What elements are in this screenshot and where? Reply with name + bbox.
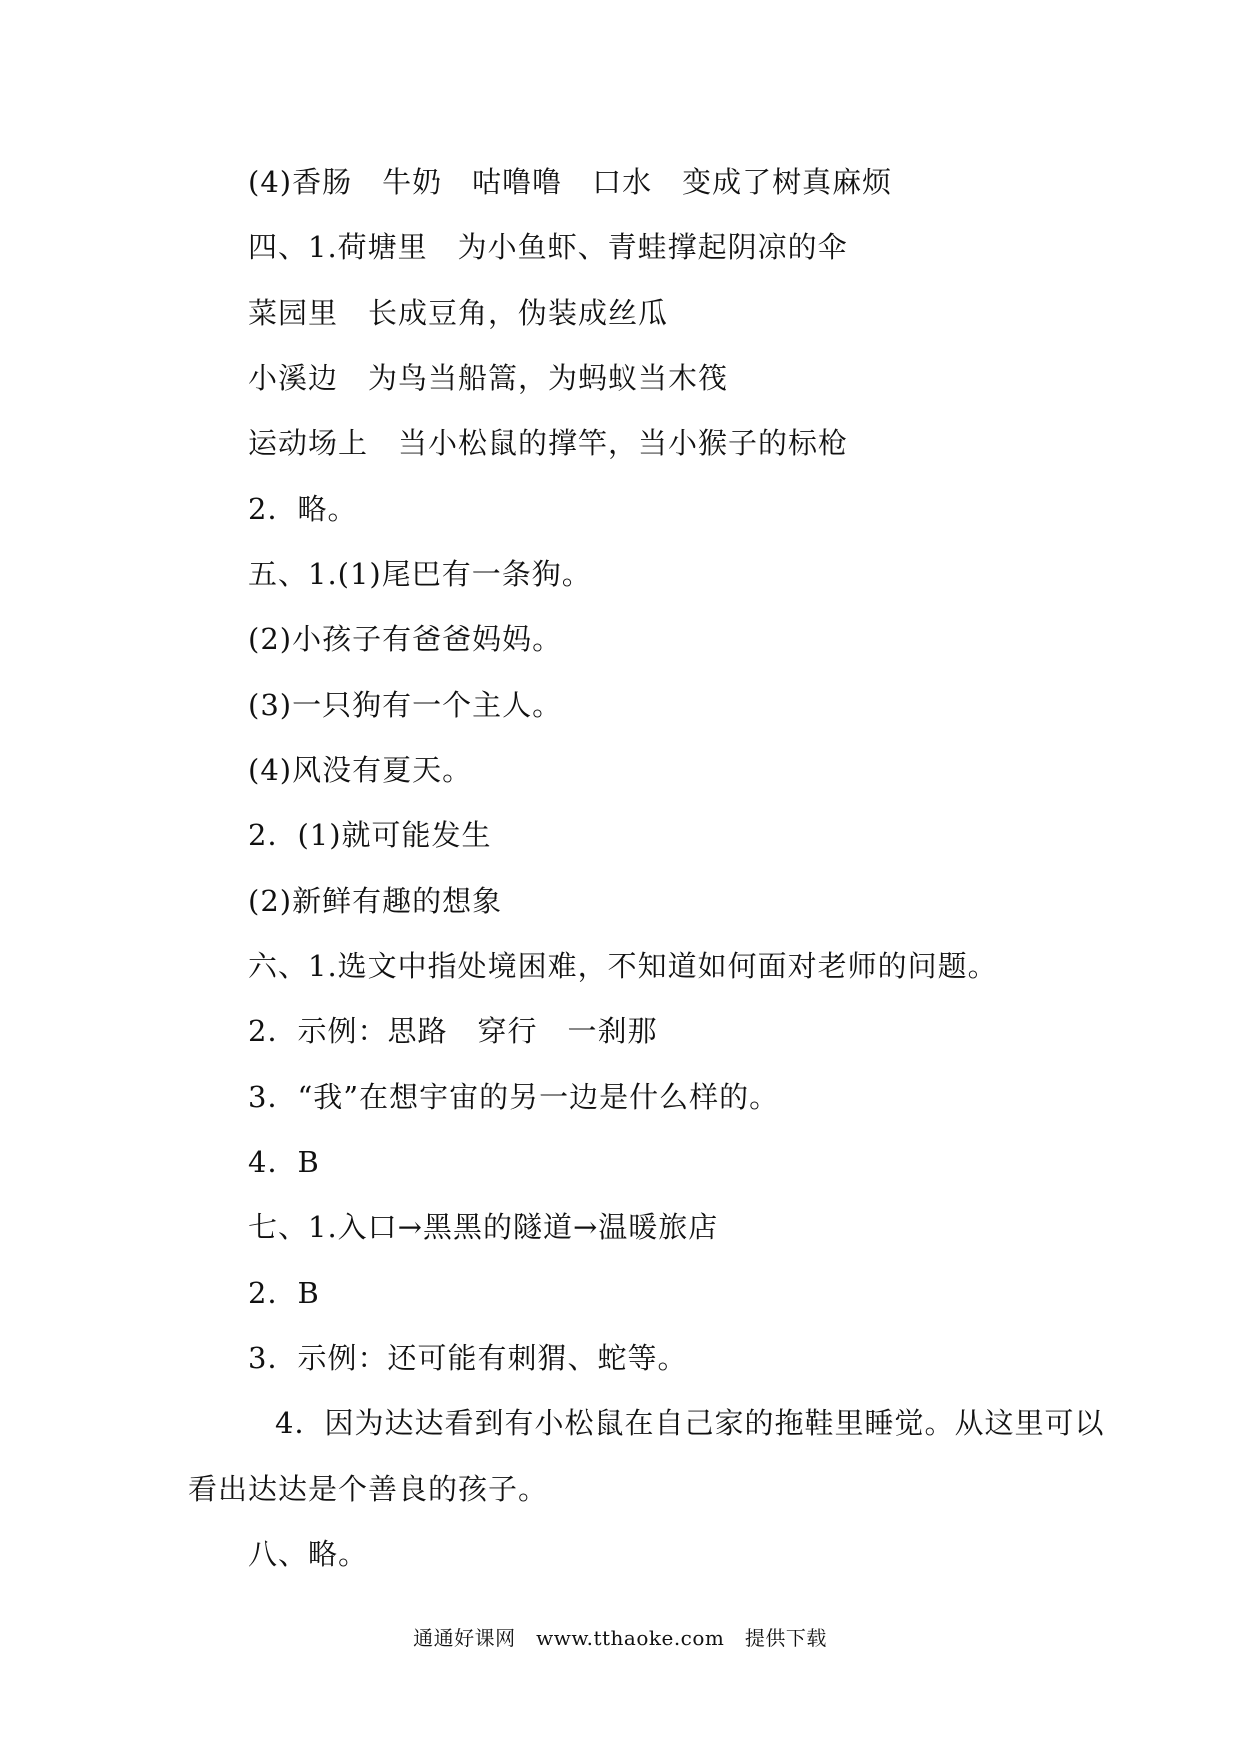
answer-line: 八、略。 — [248, 1537, 369, 1571]
answer-line: 小溪边 为鸟当船篙，为蚂蚁当木筏 — [248, 361, 729, 395]
answer-line: 菜园里 长成豆角，伪装成丝瓜 — [248, 296, 669, 330]
answer-line: 2．示例：思路 穿行 一刹那 — [248, 1014, 658, 1048]
page-footer: 通通好课网 www.tthaoke.com 提供下载 — [413, 1626, 827, 1650]
answer-line: (4)风没有夏天。 — [248, 753, 473, 787]
answer-line: 看出达达是个善良的孩子。 — [188, 1472, 549, 1506]
answer-line: 3．“我”在想宇宙的另一边是什么样的。 — [248, 1080, 780, 1114]
answer-line: 2．略。 — [248, 492, 358, 526]
answer-line: 五、1.(1)尾巴有一条狗。 — [248, 557, 592, 591]
answer-line: (4)香肠 牛奶 咕噜噜 口水 变成了树真麻烦 — [248, 165, 893, 199]
answer-line: 4．B — [248, 1145, 320, 1179]
answer-line: (2)小孩子有爸爸妈妈。 — [248, 622, 563, 656]
answer-line: 六、1.选文中指处境困难，不知道如何面对老师的问题。 — [248, 949, 998, 983]
answer-line: 运动场上 当小松鼠的撑竿，当小猴子的标枪 — [248, 426, 849, 460]
answer-line: 2．(1)就可能发生 — [248, 818, 492, 852]
answer-line: (3)一只狗有一个主人。 — [248, 688, 563, 722]
answer-line: 四、1.荷塘里 为小鱼虾、青蛙撑起阴凉的伞 — [248, 230, 848, 264]
answer-line: 3．示例：还可能有刺猬、蛇等。 — [248, 1341, 688, 1375]
answer-line: 七、1.入口→黑黑的隧道→温暖旅店 — [248, 1210, 719, 1244]
answer-line: (2)新鲜有趣的想象 — [248, 884, 503, 918]
answer-line: 4．因为达达看到有小松鼠在自己家的拖鞋里睡觉。从这里可以 — [275, 1406, 1105, 1440]
answer-line: 2．B — [248, 1276, 320, 1310]
